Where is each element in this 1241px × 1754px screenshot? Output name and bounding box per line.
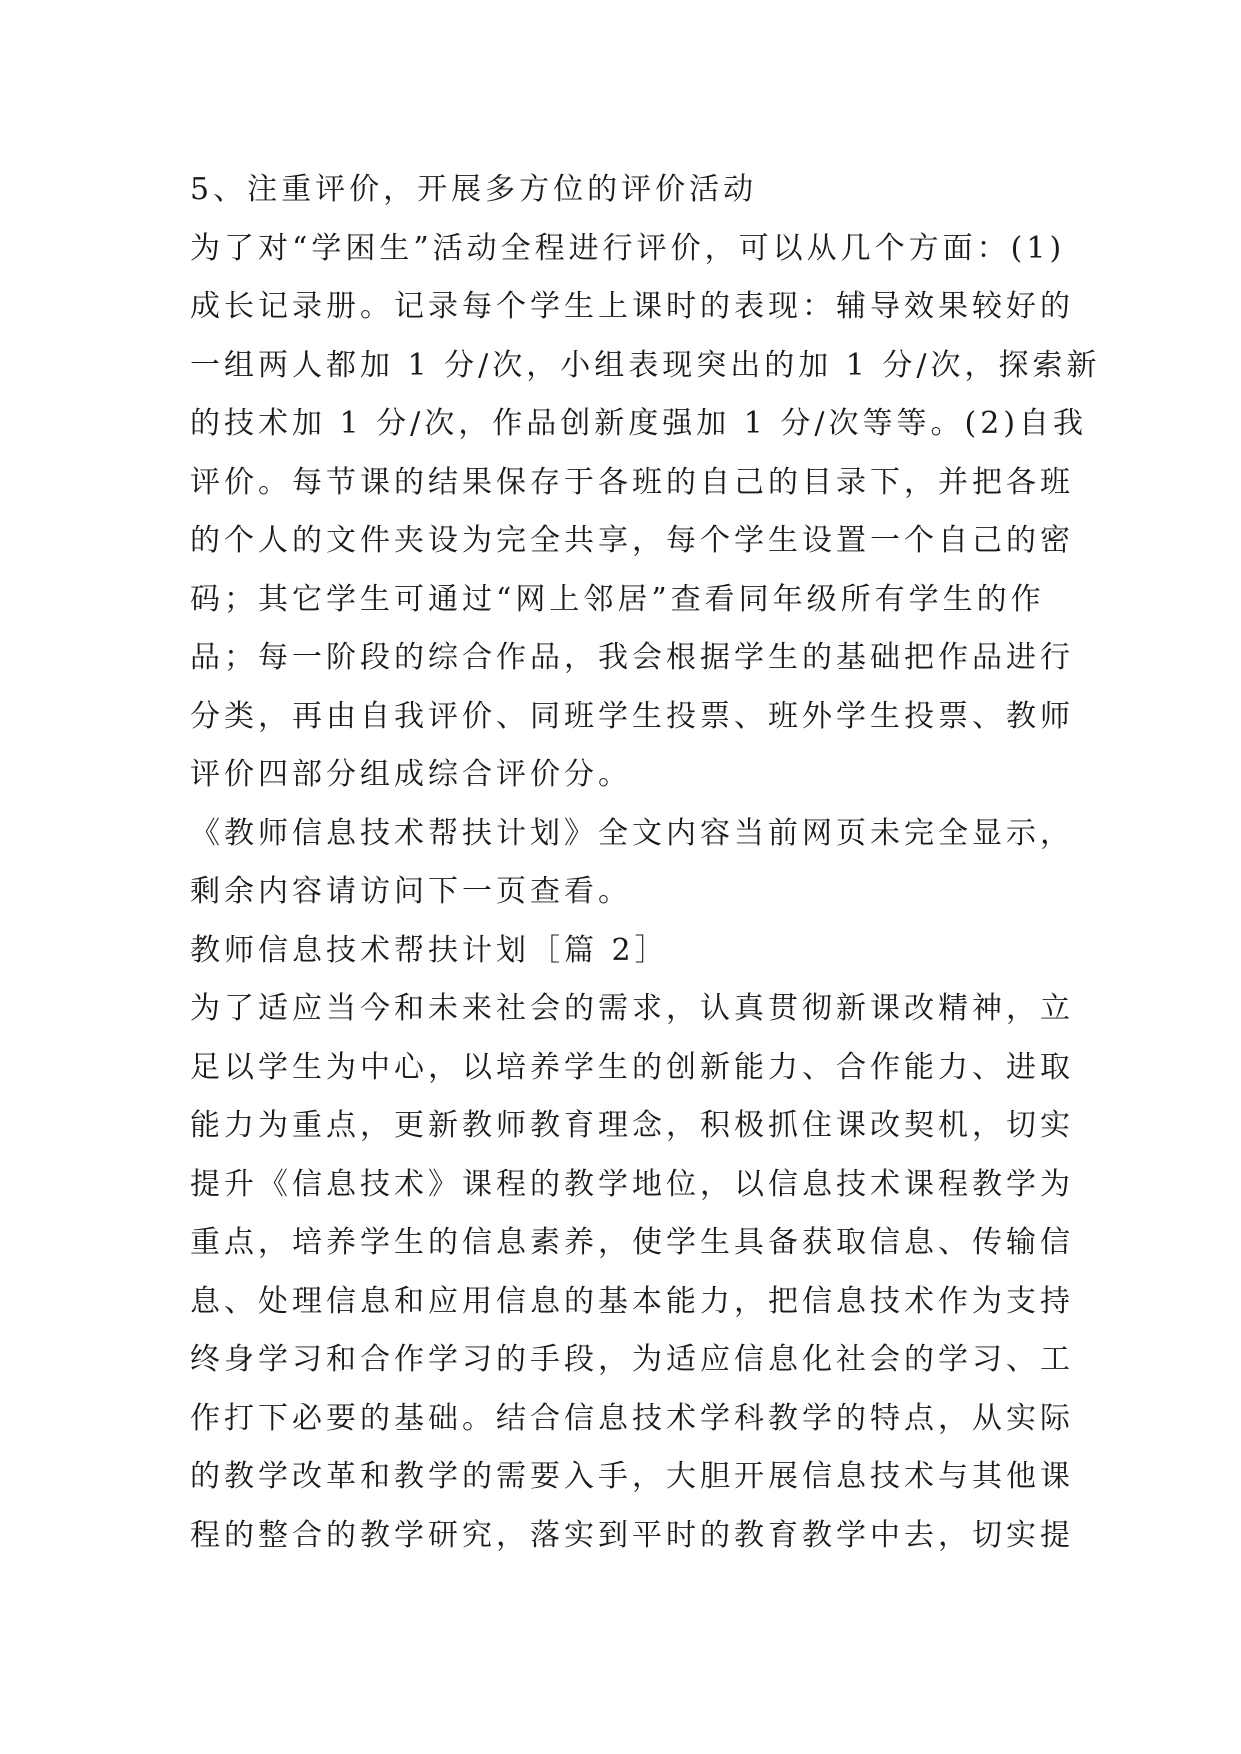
text-line: 品；每一阶段的综合作品，我会根据学生的基础把作品进行 — [190, 640, 1074, 675]
text-line: 分类，再由自我评价、同班学生投票、班外学生投票、教师 — [190, 698, 1074, 734]
section-heading-part-2: 教师信息技术帮扶计划［篇 2］ — [190, 932, 669, 968]
text-line: 足以学生为中心，以培养学生的创新能力、合作能力、进取 — [190, 1049, 1074, 1085]
text-line: 作打下必要的基础。结合信息技术学科教学的特点，从实际 — [190, 1400, 1074, 1436]
text-line: 息、处理信息和应用信息的基本能力，把信息技术作为支持 — [190, 1283, 1074, 1319]
text-line: 码；其它学生可通过“网上邻居”查看同年级所有学生的作 — [190, 581, 1045, 617]
text-line: 为了对“学困生”活动全程进行评价，可以从几个方面：(1) — [190, 230, 1066, 266]
text-line: 成长记录册。记录每个学生上课时的表现：辅导效果较好的 — [190, 289, 1074, 324]
text-line: 的个人的文件夹设为完全共享，每个学生设置一个自己的密 — [190, 523, 1074, 558]
text-line: 提升《信息技术》课程的教学地位，以信息技术课程教学为 — [190, 1166, 1074, 1202]
text-line: 终身学习和合作学习的手段，为适应信息化社会的学习、工 — [190, 1342, 1074, 1377]
text-line: 为了适应当今和未来社会的需求，认真贯彻新课改精神，立 — [190, 991, 1074, 1026]
section-heading-evaluation: 5、注重评价，开展多方位的评价活动 — [190, 172, 758, 207]
notice-line: 《教师信息技术帮扶计划》全文内容当前网页未完全显示， — [190, 815, 1074, 851]
text-line: 程的整合的教学研究，落实到平时的教育教学中去，切实提 — [190, 1517, 1074, 1553]
text-line: 重点，培养学生的信息素养，使学生具备获取信息、传输信 — [190, 1225, 1074, 1260]
text-line: 的技术加 1 分/次，作品创新度强加 1 分/次等等。(2)自我 — [190, 406, 1088, 441]
text-line: 评价四部分组成综合评价分。 — [190, 757, 632, 792]
text-line: 的教学改革和教学的需要入手，大胆开展信息技术与其他课 — [190, 1459, 1074, 1494]
notice-line: 剩余内容请访问下一页查看。 — [190, 874, 632, 909]
text-line: 评价。每节课的结果保存于各班的自己的目录下，并把各班 — [190, 464, 1074, 500]
text-line: 能力为重点，更新教师教育理念，积极抓住课改契机，切实 — [190, 1108, 1074, 1143]
document-body — [190, 161, 1101, 1565]
text-line: 一组两人都加 1 分/次，小组表现突出的加 1 分/次，探索新 — [190, 347, 1101, 383]
